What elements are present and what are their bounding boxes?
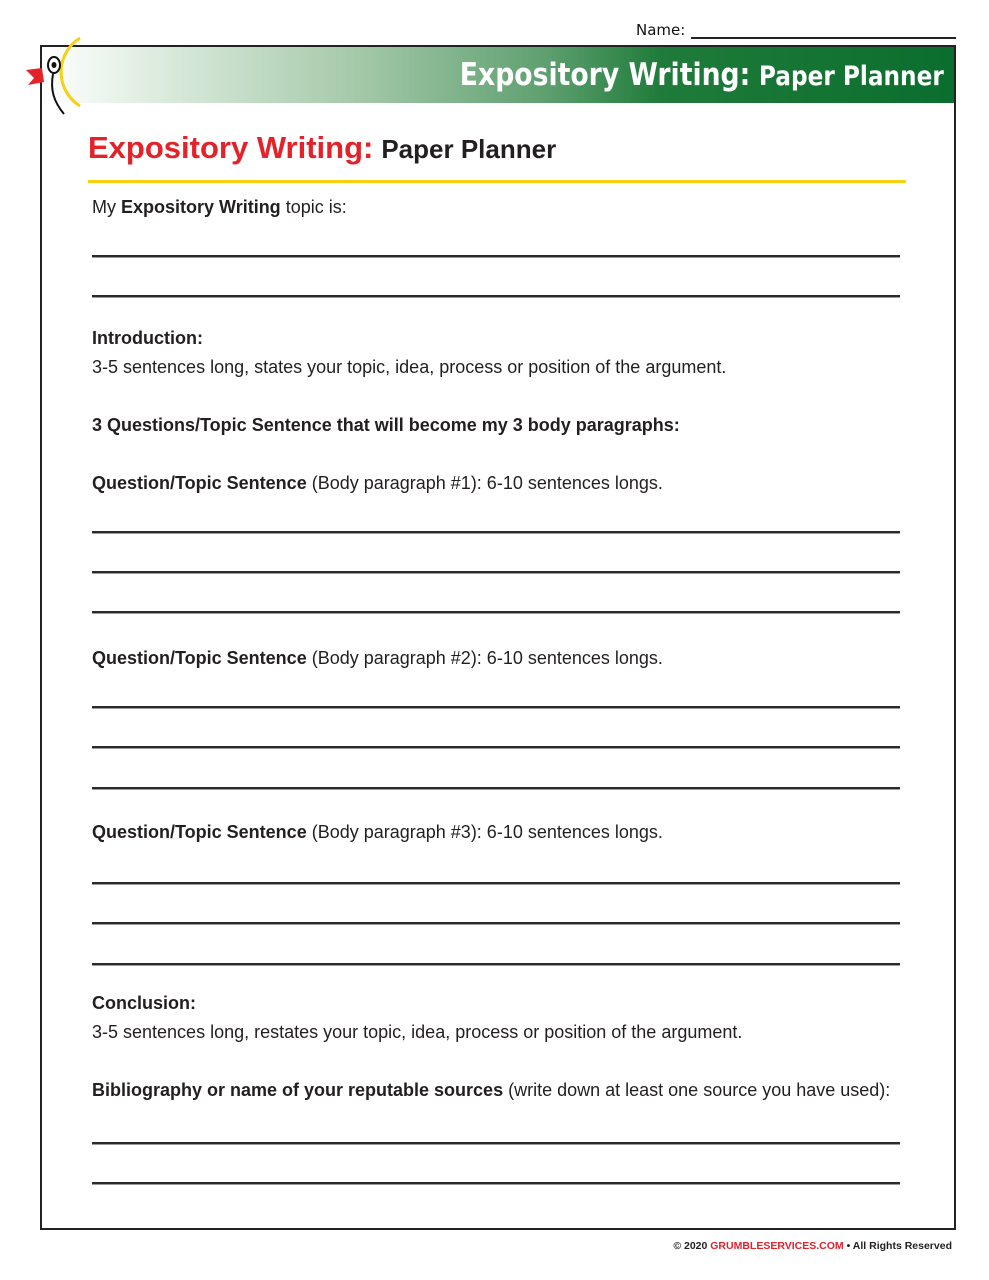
conclusion-heading <box>92 992 196 1014</box>
rights-text: • All Rights Reserved <box>843 1240 952 1252</box>
page-frame <box>40 45 956 1230</box>
banner-title-main: Expository Writing: <box>459 57 751 93</box>
topic-write-line[interactable] <box>92 255 900 257</box>
body-paragraph-rest: (Body paragraph #1): 6-10 sentences longs. <box>306 473 663 493</box>
topic-suffix: topic is: <box>280 197 347 217</box>
name-label: Name: <box>636 21 686 39</box>
name-input-line[interactable] <box>691 23 956 39</box>
bibliography-write-line[interactable] <box>92 1142 900 1144</box>
banner-title-sub: Paper Planner <box>759 61 944 92</box>
body-paragraph-bold: Question/Topic Sentence <box>92 822 307 842</box>
body-paragraph-3-write-line[interactable] <box>92 963 900 965</box>
brand-link[interactable]: GRUMBLESERVICES.COM <box>710 1240 844 1252</box>
body-paragraph-1-prompt <box>92 472 663 494</box>
page-title-main: Expository Writing: <box>88 130 374 165</box>
introduction-heading <box>92 327 203 349</box>
body-paragraph-1-write-line[interactable] <box>92 531 900 533</box>
bibliography-rest: (write down at least one source you have used): <box>503 1080 891 1100</box>
header-banner <box>42 47 954 103</box>
body-paragraph-2-prompt <box>92 647 663 669</box>
body-paragraph-1-write-line[interactable] <box>92 611 900 613</box>
conclusion-heading-text: Conclusion: <box>92 993 196 1013</box>
bibliography-prompt <box>92 1079 890 1101</box>
body-paragraph-2-write-line[interactable] <box>92 746 900 748</box>
body-paragraph-2-write-line[interactable] <box>92 787 900 789</box>
questions-heading-text: 3 Questions/Topic Sentence that will become my 3 body paragraphs: <box>92 415 680 435</box>
copyright-footer <box>673 1240 952 1252</box>
topic-prefix: My <box>92 197 121 217</box>
body-paragraph-3-write-line[interactable] <box>92 922 900 924</box>
body-paragraph-3-write-line[interactable] <box>92 882 900 884</box>
questions-heading <box>92 414 680 436</box>
topic-bold: Expository Writing <box>121 197 281 217</box>
body-paragraph-rest: (Body paragraph #3): 6-10 sentences longs. <box>306 822 663 842</box>
topic-write-line[interactable] <box>92 295 900 297</box>
bibliography-bold: Bibliography or name of your reputable sources <box>92 1080 504 1100</box>
banner-title <box>460 53 944 99</box>
page-title-sub: Paper Planner <box>381 134 557 164</box>
bird-mascot-icon <box>20 30 90 120</box>
title-divider <box>88 180 906 183</box>
body-paragraph-1-write-line[interactable] <box>92 571 900 573</box>
introduction-heading-text: Introduction: <box>92 328 203 348</box>
copyright-text: © 2020 <box>673 1240 711 1252</box>
body-paragraph-bold: Question/Topic Sentence <box>92 473 307 493</box>
body-paragraph-3-prompt <box>92 821 663 843</box>
body-paragraph-2-write-line[interactable] <box>92 706 900 708</box>
conclusion-description: 3-5 sentences long, restates your topic, idea, process or position of the argument. <box>92 1022 743 1042</box>
introduction-description: 3-5 sentences long, states your topic, idea, process or position of the argument. <box>92 357 727 377</box>
body-paragraph-rest: (Body paragraph #2): 6-10 sentences longs. <box>306 648 663 668</box>
body-paragraph-bold: Question/Topic Sentence <box>92 648 307 668</box>
topic-prompt <box>92 196 347 218</box>
page-title <box>88 130 556 166</box>
bibliography-write-line[interactable] <box>92 1182 900 1184</box>
name-field-row <box>636 19 956 39</box>
